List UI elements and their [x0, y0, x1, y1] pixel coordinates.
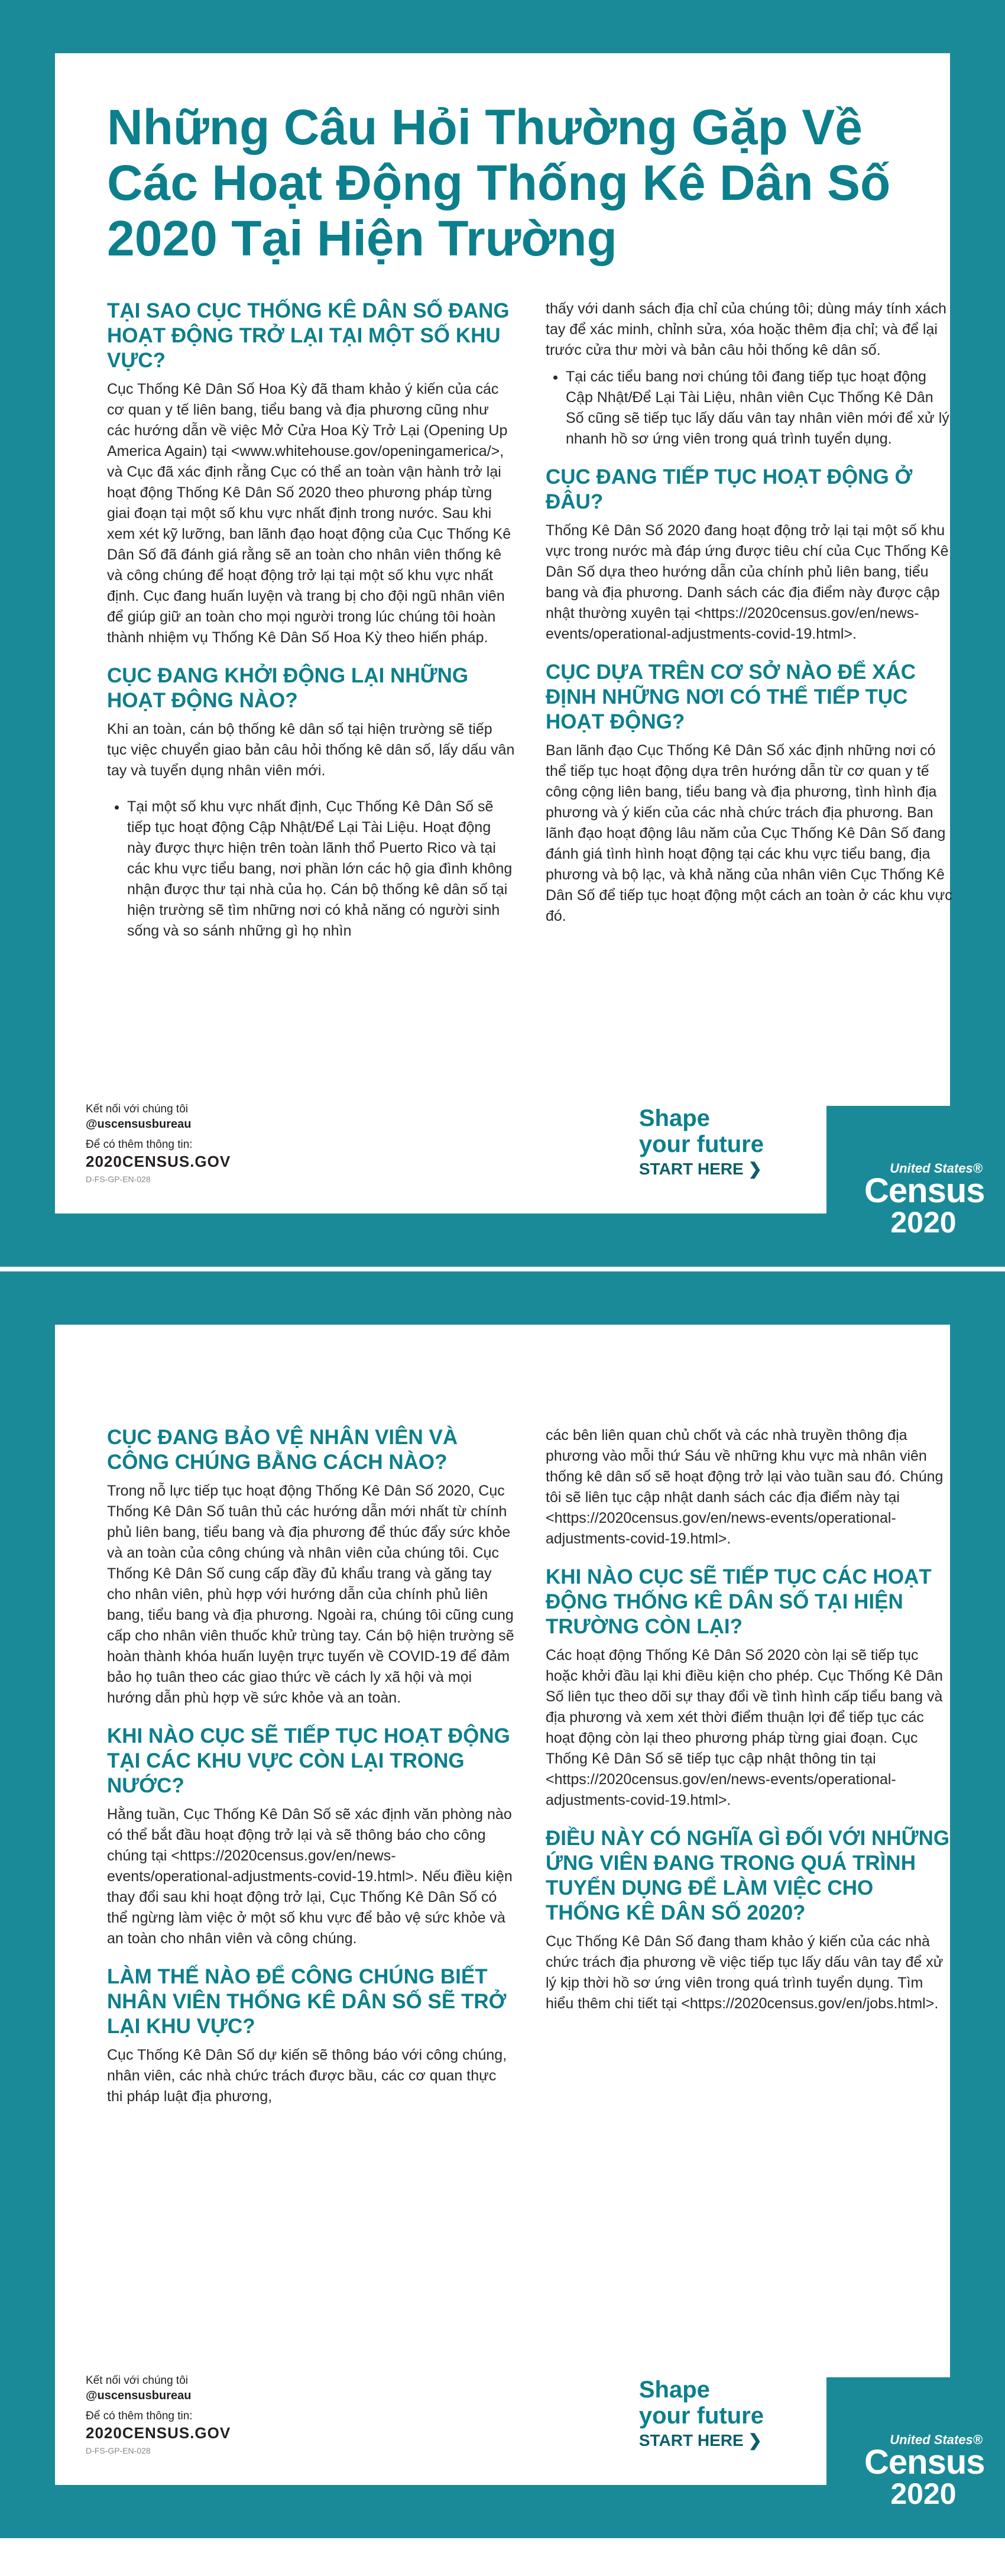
section-paragraph: Cục Thống Kê Dân Số đang tham khảo ý kiến của các nhà chức trách địa phương về việc tiếp tục lấy dấu vân tay để xử lý kịp thời hồ sơ ứng viên trong quá trình tuyển dụng. Tìm hiểu thêm chi tiết tại <https://2020census.gov/en/jobs.html>. — [546, 1933, 944, 2012]
logo-united-states: United States® — [890, 2432, 983, 2447]
section-paragraph: Cục Thống Kê Dân Số dự kiến sẽ thông báo với công chúng, nhân viên, các nhà chức trách được bầu, các cơ quan thực thi pháp luật địa phương, — [107, 2047, 507, 2105]
section-paragraph: Trong nỗ lực tiếp tục hoạt động Thống Kê Dân Số 2020, Cục Thống Kê Dân Số tuân thủ các hướng dẫn mới nhất từ chính phủ liên bang, tiểu bang và địa phương để thúc đẩy sức khỏe và an toàn của công chúng và nhân viên của chúng tôi. Cục Thống Kê Dân Số cung cấp đầy đủ khẩu trang và găng tay cho nhân viên, phù hợp với hướng dẫn của chính phủ liên bang, tiểu bang và địa phương. Ngoài ra, chúng tôi cũng cung cấp cho nhân viên thuốc khử trùng tay. Cán bộ hiện trường sẽ hoàn thành khóa huấn luyện trực tuyến về COVID-19 để đảm bảo họ tuân theo các giao thức về cách ly xã hội và mọi hướng dẫn phù hợp về sức khỏe và an toàn. — [107, 1483, 514, 1706]
social-handle[interactable]: @uscensusbureau — [86, 1118, 192, 1131]
bullet-list — [107, 797, 515, 941]
section-heading: LÀM THẾ NÀO ĐỂ CÔNG CHÚNG BIẾT NHÂN VIÊN THỐNG KÊ DÂN SỐ SẼ TRỞ LẠI KHU VỰC? — [107, 1965, 507, 2038]
page-2-left-column — [107, 1425, 515, 2122]
website-link[interactable]: 2020CENSUS.GOV — [86, 1153, 231, 1170]
connect-label: Kết nối với chúng tôi — [86, 1103, 189, 1115]
tagline-line-1: Shape — [638, 2377, 710, 2403]
document-code: D-FS-GP-EN-028 — [86, 2446, 151, 2455]
section-paragraph: Ban lãnh đạo Cục Thống Kê Dân Số xác định những nơi có thể tiếp tục hoạt động dựa trên hướng dẫn từ cơ quan y tế công cộng liên bang, tiểu bang và địa phương, tình hình địa phương và ý kiến của các nhà chức trách địa phương. Ban lãnh đạo hoạt động lâu năm của Cục Thống Kê Dân Số đang đánh giá tình hình hoạt động tại các khu vực tiểu bang, địa phương và bộ lạc, và khả năng của nhân viên Cục Thống Kê Dân Số để tiếp tục hoạt động một cách an toàn ở các khu vực đó. — [546, 742, 952, 924]
bullet-item: • Tại các tiểu bang nơi chúng tôi đang tiếp tục hoạt động Cập Nhật/Để Lại Tài Liệu, nhân viên Cục Thống Kê Dân Số cũng sẽ tiếp tục lấy dấu vân tay nhân viên mới để xử lý nhanh hồ sơ ứng viên trong quá trình tuyển dụng. — [566, 367, 954, 449]
section-paragraph: Các hoạt động Thống Kê Dân Số 2020 còn lại sẽ tiếp tục hoặc khởi đầu lại khi điều kiện cho phép. Cục Thống Kê Dân Số liên tục theo dõi sự thay đổi về tình hình cấp tiểu bang và địa phương và xem xét thời điểm thuận lợi để tiếp tục các hoạt động còn lại theo phương pháp từng giai đoạn. Cục Thống Kê Dân Số sẽ tiếp tục cập nhật thông tin tại <https://2020census.gov/en/news-events/operational-adjustments-covid-19.html>. — [546, 1647, 943, 1808]
section-heading: CỤC ĐANG BẢO VỆ NHÂN VIÊN VÀ CÔNG CHÚNG BẰNG CÁCH NÀO? — [107, 1426, 458, 1474]
logo-year: 2020 — [890, 2477, 957, 2510]
section-heading: CỤC DỰA TRÊN CƠ SỞ NÀO ĐỂ XÁC ĐỊNH NHỮNG NƠI CÓ THỂ TIẾP TỤC HOẠT ĐỘNG? — [546, 661, 916, 733]
census-2020-logo — [864, 1162, 985, 1238]
tagline-line-2: your future — [638, 2403, 764, 2429]
bullet-item: • Tại một số khu vực nhất định, Cục Thống Kê Dân Số sẽ tiếp tục hoạt động Cập Nhật/Để Lại Tài Liệu. Hoạt động này được thực hiện trên toàn lãnh thổ Puerto Rico và tại các khu vực tiểu bang, nơi phần lớn các hộ gia đình không nhận được thư tại nhà của họ. Cán bộ thống kê dân số tại hiện trường sẽ tìm những nơi có khả năng có người sinh sống và so sánh những gì họ nhìn — [127, 797, 515, 941]
bullet-list — [546, 367, 954, 449]
page-1-left-column — [107, 299, 515, 957]
connect-label: Kết nối với chúng tôi — [86, 2374, 189, 2387]
document-title: Những Câu Hỏi Thường Gặp Về Các Hoạt Động Thống Kê Dân Số 2020 Tại Hiện Trường — [107, 99, 891, 266]
document-code: D-FS-GP-EN-028 — [86, 1174, 151, 1184]
page-2 — [0, 1271, 1005, 2538]
census-logo-box — [826, 2377, 1005, 2538]
social-handle[interactable]: @uscensusbureau — [86, 2389, 192, 2402]
section-heading: ĐIỀU NÀY CÓ NGHĨA GÌ ĐỐI VỚI NHỮNG ỨNG VIÊN ĐANG TRONG QUÁ TRÌNH TUYỂN DỤNG ĐỂ LÀM VIỆC CHO THỐNG KÊ DÂN SỐ 2020? — [546, 1827, 950, 1924]
section-heading: TẠI SAO CỤC THỐNG KÊ DÂN SỐ ĐANG HOẠT ĐỘNG TRỞ LẠI TẠI MỘT SỐ KHU VỰC? — [107, 299, 510, 372]
section-heading: KHI NÀO CỤC SẼ TIẾP TỤC CÁC HOẠT ĐỘNG THỐNG KÊ DÂN SỐ TẠI HIỆN TRƯỜNG CÒN LẠI? — [546, 1565, 932, 1638]
section-paragraph: Cục Thống Kê Dân Số Hoa Kỳ đã tham khảo ý kiến của các cơ quan y tế liên bang, tiểu bang và địa phương cũng như các hướng dẫn về việc Mở Cửa Hoa Kỳ Trở Lại (Opening Up America Again) tại <www.whitehouse.gov/openingamerica/>, và Cục đã xác định rằng Cục có thể an toàn vận hành trở lại hoạt động Thống Kê Dân Số 2020 theo phương pháp từng giai đoạn tại một số khu vực nhất định trong nước. Sau khi xem xét kỹ lưỡng, ban lãnh đạo hoạt động của Cục Thống Kê Dân Số đã đánh giá rằng sẽ an toàn cho nhân viên thống kê và công chúng để hoạt động trở lại tại một số khu vực nhất định. Cục đang huấn luyện và trang bị cho đội ngũ nhân viên để giúp giữ an toàn cho mọi người trong lúc chúng tôi hoàn thành nhiệm vụ Thống Kê Dân Số Hoa Kỳ theo hiến pháp. — [107, 381, 511, 646]
census-logo-box — [826, 1106, 1005, 1267]
shape-your-future-tagline — [639, 2377, 764, 2452]
page-2-content — [55, 1325, 950, 2485]
section-heading: KHI NÀO CỤC SẼ TIẾP TỤC HOẠT ĐỘNG TẠI CÁC KHU VỰC CÒN LẠI TRONG NƯỚC? — [107, 1724, 510, 1797]
tagline-line-2: your future — [638, 1131, 764, 1157]
section-heading: CỤC ĐANG TIẾP TỤC HOẠT ĐỘNG Ở ĐÂU? — [546, 465, 913, 513]
footer-contact — [86, 1102, 231, 1185]
logo-united-states: United States® — [890, 1161, 983, 1176]
tagline-line-1: Shape — [638, 1105, 710, 1131]
logo-census: Census — [864, 2443, 985, 2481]
page-1-right-column — [546, 299, 954, 942]
start-here-link[interactable]: START HERE ❯ — [638, 1160, 762, 1178]
section-heading: CỤC ĐANG KHỞI ĐỘNG LẠI NHỮNG HOẠT ĐỘNG NÀO? — [107, 664, 469, 712]
page-2-right-column — [546, 1425, 954, 2030]
section-paragraph: Khi an toàn, cán bộ thống kê dân số tại hiện trường sẽ tiếp tục việc chuyển giao bản câu hỏi thống kê dân số, lấy dấu vân tay và tuyển dụng nhân viên mới. — [107, 721, 515, 779]
section-paragraph: Thống Kê Dân Số 2020 đang hoạt động trở lại tại một số khu vực trong nước mà đáp ứng được tiêu chí của Cục Thống Kê Dân Số dựa theo hướng dẫn của chính phủ liên bang, tiểu bang và địa phương. Danh sách các địa điểm này được cập nhật thường xuyên tại <https://2020census.gov/en/news-events/operational-adjustments-covid-19.html>. — [546, 522, 949, 642]
logo-year: 2020 — [890, 1206, 957, 1239]
info-label: Để có thêm thông tin: — [86, 2410, 193, 2422]
footer-contact — [86, 2374, 231, 2457]
start-here-link[interactable]: START HERE ❯ — [638, 2431, 762, 2449]
continued-paragraph: các bên liên quan chủ chốt và các nhà truyền thông địa phương vào mỗi thứ Sáu về những khu vực mà nhân viên thống kê dân số sẽ hoạt động trở lại vào tuần sau đó. Chúng tôi sẽ liên tục cập nhật danh sách các địa điểm này tại <https://2020census.gov/en/news-events/operational-adjustments-covid-19.html>. — [546, 1427, 944, 1547]
info-label: Để có thêm thông tin: — [86, 1138, 193, 1151]
page-gap — [0, 1267, 1005, 1271]
page-1-content — [55, 53, 950, 1213]
continued-paragraph: thấy với danh sách địa chỉ của chúng tôi; dùng máy tính xách tay để xác minh, chỉnh sửa, xóa hoặc thêm địa chỉ; và để lại trước cửa thư mời và bản câu hỏi thống kê dân số. — [546, 300, 946, 358]
census-2020-logo — [864, 2433, 985, 2509]
section-paragraph: Hằng tuần, Cục Thống Kê Dân Số sẽ xác định văn phòng nào có thể bắt đầu hoạt động trở lại và sẽ thông báo cho công chúng tại <https://2020census.gov/en/news-events/operational-adjustments-covid-19.html>. Nếu điều kiện thay đổi sau khi hoạt động trở lại, Cục Thống Kê Dân Số có thể ngừng làm việc ở một số khu vực để bảo vệ sức khỏe và an toàn cho nhân viên và công chúng. — [107, 1806, 513, 1947]
page-1 — [0, 0, 1005, 1267]
website-link[interactable]: 2020CENSUS.GOV — [86, 2424, 231, 2442]
logo-census: Census — [864, 1172, 985, 1210]
shape-your-future-tagline — [639, 1105, 764, 1181]
